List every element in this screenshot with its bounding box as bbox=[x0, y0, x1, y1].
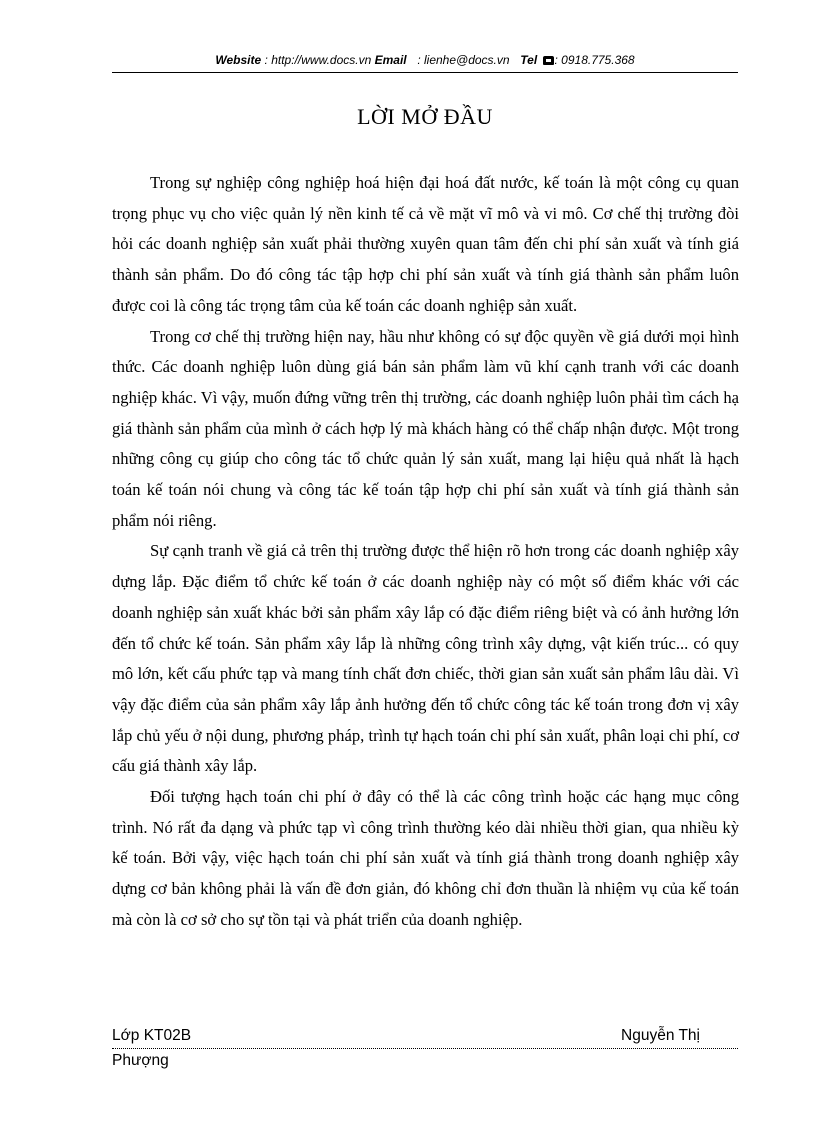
page-header bbox=[112, 50, 738, 73]
tel-label: Tel bbox=[520, 53, 538, 67]
document-body bbox=[112, 168, 739, 936]
author-name-first: Nguyễn Thị bbox=[621, 1027, 700, 1044]
page-footer bbox=[112, 1024, 738, 1073]
page-title: LỜI MỞ ĐẦU bbox=[357, 104, 493, 129]
paragraph: Sự cạnh tranh về giá cả trên thị trường được thể hiện rõ hơn trong các doanh nghiệp xây dựng lắp. Đặc điểm tổ chức kế toán ở các doanh nghiệp này có một số điểm khác với các doanh nghiệp sản xuất khác bởi sản phẩm xây lắp có đặc điểm riêng biệt và có ảnh hưởng lớn đến tổ chức kế toán. Sản phẩm xây lắp là những công trình xây dựng, vật kiến trúc... có quy mô lớn, kết cấu phức tạp và mang tính chất đơn chiếc, thời gian sản xuất sản phẩm lâu dài. Vì vậy đặc điểm của sản phẩm xây lắp ảnh hưởng đến tổ chức công tác kế toán trong đơn vị xây lắp chủ yếu ở nội dung, phương pháp, trình tự hạch toán chi phí sản xuất, phân loại chi phí, cơ cấu giá thành xây lắp. bbox=[112, 541, 739, 776]
author-name-second: Phượng bbox=[112, 1052, 169, 1069]
phone-icon bbox=[543, 56, 554, 65]
tel-value: : 0918.775.368 bbox=[554, 53, 635, 67]
email-label: Email bbox=[374, 53, 407, 67]
website-url[interactable]: http://www.docs.vn bbox=[271, 53, 372, 67]
email-separator: : bbox=[417, 53, 421, 67]
paragraph: Trong sự nghiệp công nghiệp hoá hiện đại hoá đất nước, kế toán là một công cụ quan trọng phục vụ cho việc quản lý nền kinh tế cả về mặt vĩ mô và vi mô. Cơ chế thị trường đòi hỏi các doanh nghiệp sản xuất phải thường xuyên quan tâm đến chi phí sản xuất và tính giá thành sản phẩm. Do đó công tác tập hợp chi phí sản xuất và tính giá thành sản phẩm luôn được coi là công tác trọng tâm của kế toán các doanh nghiệp sản xuất. bbox=[112, 173, 739, 315]
paragraph: Trong cơ chế thị trường hiện nay, hầu như không có sự độc quyền về giá dưới mọi hình thức. Các doanh nghiệp luôn dùng giá bán sản phẩm làm vũ khí cạnh tranh với các doanh nghiệp khác. Vì vậy, muốn đứng vững trên thị trường, các doanh nghiệp luôn phải tìm cách hạ giá thành sản phẩm của mình ở cách hợp lý mà khách hàng có thể chấp nhận được. Một trong những công cụ giúp cho công tác tổ chức quản lý sản xuất, mang lại hiệu quả nhất là hạch toán kế toán nói chung và công tác kế toán tập hợp chi phí sản xuất và tính giá thành sản phẩm nói riêng. bbox=[112, 326, 739, 530]
email-value[interactable]: lienhe@docs.vn bbox=[424, 53, 510, 67]
class-label: Lớp KT02B bbox=[112, 1027, 192, 1044]
paragraph: Đối tượng hạch toán chi phí ở đây có thể là các công trình hoặc các hạng mục công trình. Nó rất đa dạng và phức tạp vì công trình thường kéo dài nhiều thời gian, qua nhiều kỳ kế toán. Bởi vậy, việc hạch toán chi phí sản xuất và tính giá thành trong doanh nghiệp xây dựng cơ bản không phải là vấn đề đơn giản, đó không chỉ đơn thuần là nhiệm vụ của kế toán mà còn là cơ sở cho sự tồn tại và phát triển của doanh nghiệp. bbox=[112, 787, 739, 929]
website-separator: : bbox=[264, 53, 268, 67]
website-label: Website bbox=[215, 53, 262, 67]
